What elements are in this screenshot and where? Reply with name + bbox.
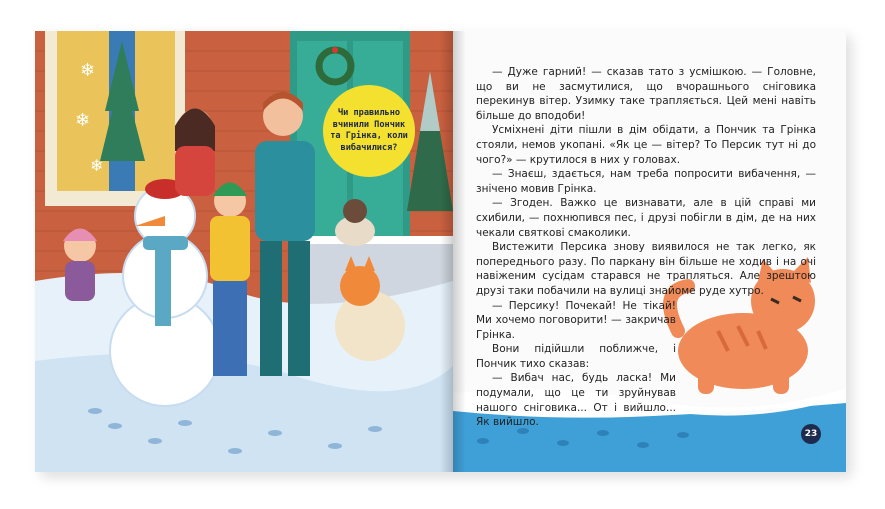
story-paragraph: — Дуже гарний! — сказав тато з усмішкою. — Головне, що ви не засмутилися, що вчорашнього сніговика перекинув вітер. Узимку таке трапляється. Цей мені навіть більше до вподоби!	[476, 66, 816, 122]
snowflake-icon: ❄	[75, 110, 91, 131]
wreath-bow	[332, 47, 338, 53]
story-paragraph: Вони підійшли поближче, і Пончик тихо сказав:	[476, 343, 676, 370]
speech-bubble-text: Чи правильно вчинили Пончик та Грінка, коли вибачилися?	[330, 108, 408, 153]
boy-pants	[213, 281, 247, 376]
father-tracksuit	[255, 141, 315, 241]
pomeranian-dog-head	[340, 266, 380, 306]
story-paragraph: — Знаєш, здається, нам треба попросити вибачення, — знічено мовив Грінка.	[476, 168, 816, 195]
window-curtain-right	[135, 31, 175, 191]
page-number-badge: 23	[801, 424, 821, 444]
step-snow	[305, 236, 453, 244]
story-paragraph: — Персику! Почекай! Не тікай! Ми хочемо поговорити! — закричав Грінка.	[476, 299, 676, 341]
mother-coat	[175, 146, 215, 196]
story-paragraph: — Згоден. Важко це визнавати, але в цій справі ми схибили, — похнюпився пес, і друзі побігли в дім, де на них чекали святкові смаколики.	[476, 197, 816, 239]
father-leg-left	[260, 241, 282, 376]
story-paragraph: Вистежити Персика знову виявилося не так легко, як попереднього разу. По паркану він більше не ходив і на очі навіженим сусідам старався не трапляться. Але зрештою друзі таки побачили на вулиці знайоме руде хутро.	[476, 241, 816, 297]
father-leg-right	[288, 241, 310, 376]
story-paragraph: Усміхнені діти пішли в дім обідати, а Пончик та Грінка стояли, немов укопані. «Як це — вітер? То Персик тут ні до чого?» — крутилося в них у головах.	[476, 124, 816, 166]
girl-coat	[65, 261, 95, 301]
snowflake-icon: ❄	[80, 60, 96, 81]
question-speech-bubble	[323, 85, 415, 177]
snowman-scarf-tail	[155, 246, 171, 326]
book-gutter	[440, 31, 466, 472]
story-paragraph: — Вибач нас, будь ласка! Ми подумали, що це ти зруйнував нашого сніговика... От і вийшло... Як вийшло.	[476, 372, 676, 429]
boy-jacket	[210, 216, 250, 281]
story-text	[476, 65, 816, 430]
siamese-cat-head	[343, 199, 367, 223]
snowflake-icon: ❄	[90, 156, 104, 175]
